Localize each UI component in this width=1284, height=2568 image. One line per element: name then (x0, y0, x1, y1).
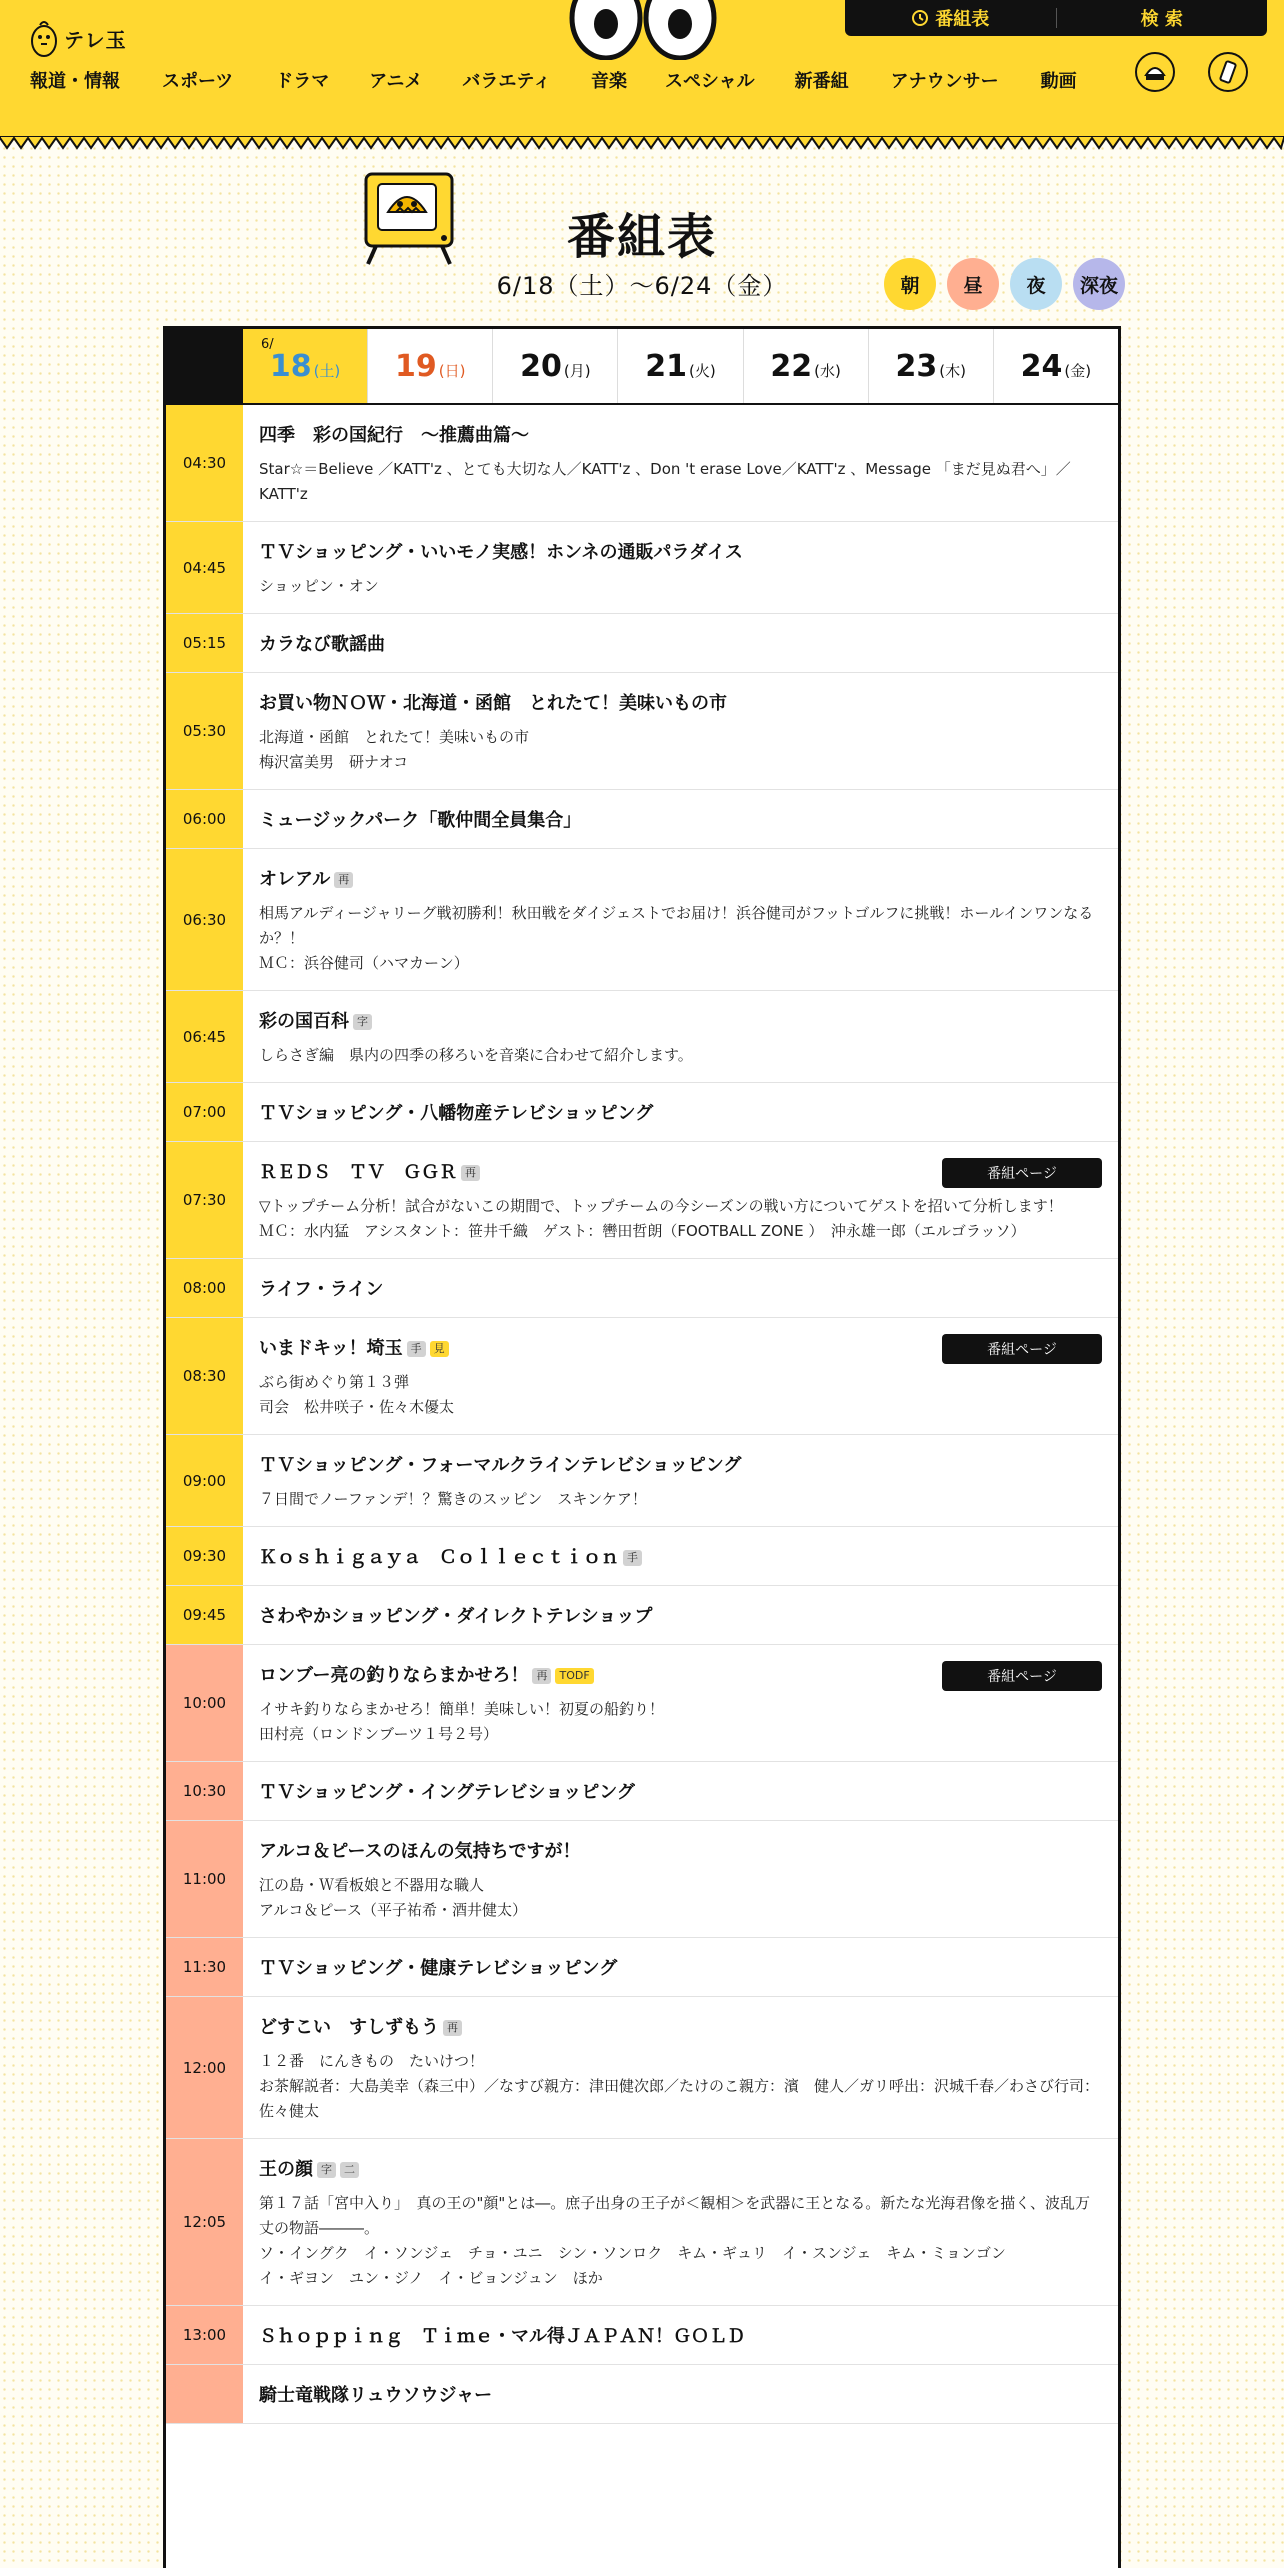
program-cell[interactable] (243, 849, 1118, 990)
program-title-line (259, 1839, 1102, 1865)
program-title: ＲＥＤＳ ＴＶ ＧＧＲ (259, 1162, 457, 1183)
program-title: ロンブー亮の釣りならまかせろ！ (259, 1665, 529, 1686)
program-cell[interactable] (243, 2139, 1118, 2305)
program-time: 11:00 (166, 1821, 243, 1937)
date-selector-row (166, 329, 1118, 405)
program-time: 09:00 (166, 1435, 243, 1526)
program-title: お買い物ＮＯＷ・北海道・函館 とれたて！美味いもの市 (259, 693, 727, 714)
program-row (166, 1435, 1118, 1527)
date-day: 22 (770, 348, 813, 384)
program-time: 10:30 (166, 1762, 243, 1820)
program-badge: 再 (334, 872, 353, 888)
program-time: 08:30 (166, 1318, 243, 1434)
program-page-button[interactable]: 番組ページ (942, 1158, 1102, 1188)
tele-tama-shop-icon[interactable] (1135, 52, 1175, 92)
program-title: カラなび歌謡曲 (259, 634, 385, 655)
program-title: ライフ・ライン (259, 1279, 384, 1300)
program-guide-link[interactable] (845, 0, 1056, 36)
program-badge: TODF (555, 1668, 593, 1684)
date-weekday: (金) (1064, 361, 1092, 380)
program-row (166, 405, 1118, 522)
program-title-line (259, 2324, 1102, 2350)
program-row (166, 522, 1118, 614)
program-description: ▽トップチーム分析！試合がないこの期間で、トップチームの今シーズンの戦い方についてゲストを招いて分析します！ ＭＣ：水内猛 アシスタント：笹井千織 ゲスト：轡田哲朗（FOOTBALL ZONE ） 沖永雄一郎（エルゴラッソ） (259, 1197, 1063, 1240)
program-row (166, 1142, 1118, 1259)
date-tab-mon[interactable] (493, 329, 618, 403)
program-row (166, 2306, 1118, 2365)
program-time: 11:30 (166, 1938, 243, 1996)
nav-news[interactable]: 報道・情報 (30, 71, 120, 92)
program-title: ミュージックパーク「歌仲間全員集合」 (259, 810, 582, 831)
date-weekday: (木) (939, 361, 966, 380)
date-day: 23 (895, 348, 938, 384)
time-of-day-tabs (884, 258, 1125, 310)
tele-tama-pass-icon[interactable] (1208, 52, 1248, 92)
nav-announcers[interactable]: アナウンサー (890, 71, 999, 92)
program-time: 12:00 (166, 1997, 243, 2138)
program-title: ＴＶショッピング・いいモノ実感！ホンネの通販パラダイス (259, 542, 743, 563)
program-time: 04:30 (166, 405, 243, 521)
program-row (166, 1083, 1118, 1142)
program-row (166, 614, 1118, 673)
program-cell[interactable] (243, 1527, 1118, 1585)
date-day: 24 (1020, 348, 1063, 384)
page-title: 番組表 (566, 209, 717, 265)
program-title-line (259, 1604, 1102, 1630)
program-row (166, 2365, 1118, 2424)
date-tab-fri[interactable] (994, 329, 1118, 403)
program-title-line (259, 540, 1102, 566)
program-badge: 字 (353, 1014, 372, 1030)
program-cell[interactable] (243, 405, 1118, 521)
program-badge: 再 (532, 1668, 551, 1684)
program-title: どすこい すしずもう (259, 2017, 439, 2038)
program-time: 09:45 (166, 1586, 243, 1644)
program-title: 四季 彩の国紀行 ～推薦曲篇～ (259, 425, 529, 446)
search-label: 検 索 (1140, 9, 1183, 30)
program-row (166, 1762, 1118, 1821)
main-nav (30, 58, 1077, 102)
nav-variety[interactable]: バラエティ (462, 71, 551, 92)
program-description: 第１７話「宮中入り」 真の王の"顔"とは―。庶子出身の王子が＜観相＞を武器に王となる。新たな光海君像を描く、波乱万丈の物語―――。 ソ・イングク イ・ソンジェ チョ・ユニ シン・ソンロク キム・ギュリ イ・スンジェ キム・ミョンゴン イ・ギヨン ユン・ジノ イ・ビョンジュン ほか (259, 2194, 1091, 2287)
date-corner (166, 329, 243, 403)
program-row (166, 1997, 1118, 2139)
program-description: ぶら街めぐり第１３弾 司会 松井咲子・佐々木優太 (259, 1373, 455, 1416)
program-title: ＴＶショッピング・健康テレビショッピング (259, 1958, 618, 1979)
program-row (166, 991, 1118, 1083)
program-cell[interactable] (243, 522, 1118, 613)
program-description: 北海道・函館 とれたて！美味いもの市 梅沢富美男 研ナオコ (259, 728, 530, 771)
program-badge: 二 (340, 2162, 359, 2178)
program-cell[interactable] (243, 1083, 1118, 1141)
tab-morning[interactable]: 朝 (884, 258, 936, 310)
program-cell[interactable] (243, 1645, 1118, 1761)
program-cell[interactable] (243, 2365, 1118, 2423)
program-description: 相馬アルディージャリーグ戦初勝利！秋田戦をダイジェストでお届け！浜谷健司がフットゴルフに挑戦！ホールインワンなるか？！ ＭＣ：浜谷健司（ハマカーン） (259, 904, 1094, 972)
site-logo[interactable] (28, 16, 127, 60)
nav-music[interactable]: 音楽 (590, 71, 627, 92)
program-row (166, 673, 1118, 790)
program-time: 13:00 (166, 2306, 243, 2364)
program-guide-label: 番組表 (935, 9, 990, 30)
program-cell[interactable] (243, 2306, 1118, 2364)
nav-special[interactable]: スペシャル (664, 71, 755, 92)
program-row (166, 790, 1118, 849)
program-list (166, 405, 1118, 2424)
program-time (166, 2365, 243, 2423)
program-title: いまドキッ！埼玉 (259, 1338, 403, 1359)
date-day: 18 (269, 348, 312, 384)
program-title: ＴＶショッピング・八幡物産テレビショッピング (259, 1103, 654, 1124)
date-weekday: (土) (313, 361, 341, 380)
program-row (166, 1527, 1118, 1586)
program-cell[interactable] (243, 1997, 1118, 2138)
program-title: 彩の国百科 (259, 1011, 349, 1032)
program-badge: 再 (443, 2020, 462, 2036)
program-cell[interactable] (243, 1259, 1118, 1317)
program-cell[interactable] (243, 1586, 1118, 1644)
date-weekday: (日) (438, 361, 466, 380)
program-time: 04:45 (166, 522, 243, 613)
program-title-line (259, 1545, 1102, 1571)
date-tab-sat[interactable] (243, 329, 368, 403)
nav-anime[interactable]: アニメ (369, 71, 423, 92)
program-row (166, 2139, 1118, 2306)
program-title-line (259, 691, 1102, 717)
program-time: 06:00 (166, 790, 243, 848)
program-row (166, 1318, 1118, 1435)
date-weekday: (火) (689, 361, 716, 380)
nav-sports[interactable]: スポーツ (162, 71, 234, 92)
program-title: オレアル (259, 869, 331, 890)
program-cell[interactable] (243, 790, 1118, 848)
program-description: Star☆＝Believe ／KATT'z 、とても大切な人／KATT'z 、Don 't erase Love／KATT'z 、Message 「まだ見ぬ君へ」／KATT'z (259, 460, 1071, 503)
program-page-button[interactable]: 番組ページ (942, 1661, 1102, 1691)
program-cell[interactable] (243, 1821, 1118, 1937)
program-schedule-table (163, 326, 1121, 2568)
program-title: アルコ＆ピースのほんの気持ちですが！ (259, 1841, 581, 1862)
program-row (166, 849, 1118, 991)
program-time: 06:45 (166, 991, 243, 1082)
program-title: Ｋｏｓｈｉｇａｙａ Ｃｏｌｌｅｃｔｉｏｎ (259, 1547, 619, 1568)
program-badge: 字 (317, 2162, 336, 2178)
program-time: 05:30 (166, 673, 243, 789)
program-badge: 見 (430, 1341, 449, 1357)
date-day: 19 (394, 348, 437, 384)
program-time: 12:05 (166, 2139, 243, 2305)
date-weekday: (月) (563, 361, 591, 380)
program-title-line (259, 1009, 1102, 1035)
date-day: 21 (645, 348, 687, 384)
program-row (166, 1586, 1118, 1645)
program-title-line (259, 1277, 1102, 1303)
program-title-line (259, 2157, 1102, 2183)
date-tab-tue[interactable] (618, 329, 743, 403)
date-weekday: (水) (814, 361, 841, 380)
program-cell[interactable] (243, 991, 1118, 1082)
program-cell[interactable] (243, 1762, 1118, 1820)
program-badge: 手 (407, 1341, 426, 1357)
program-title-line (259, 423, 1102, 449)
program-cell[interactable] (243, 673, 1118, 789)
program-time: 09:30 (166, 1527, 243, 1585)
date-day: 20 (520, 348, 562, 384)
program-title: ＴＶショッピング・フォーマルクラインテレビショッピング (259, 1455, 742, 1476)
nav-videos[interactable]: 動画 (1040, 71, 1077, 92)
program-description: 江の島・Ｗ看板娘と不器用な職人 アルコ＆ピース（平子祐希・酒井健太） (259, 1876, 528, 1919)
date-month: 6/ (261, 337, 274, 352)
program-description: ７日間でノーファンデ！？驚きのスッピン スキンケア！ (259, 1490, 647, 1508)
clock-icon (911, 9, 929, 27)
program-title-line (259, 632, 1102, 658)
program-time: 10:00 (166, 1645, 243, 1761)
program-row (166, 1259, 1118, 1318)
program-title-line (259, 1956, 1102, 1982)
program-time: 07:00 (166, 1083, 243, 1141)
nav-new-programs[interactable]: 新番組 (794, 71, 849, 92)
program-cell[interactable] (243, 1435, 1118, 1526)
program-title: 王の顔 (259, 2159, 313, 2180)
program-badge: 手 (623, 1550, 642, 1566)
header-zigzag-edge (0, 136, 1284, 150)
tab-late-night[interactable]: 深夜 (1073, 258, 1125, 310)
date-range: 6/18（土）〜6/24（金） (496, 272, 788, 300)
program-description: ショッピン・オン (259, 577, 379, 595)
program-time: 07:30 (166, 1142, 243, 1258)
date-tab-wed[interactable] (744, 329, 869, 403)
tv-mascot-icon (352, 168, 464, 268)
program-title: 騎士竜戦隊リュウソウジャー (259, 2385, 493, 2406)
program-time: 05:15 (166, 614, 243, 672)
top-utility-bar (845, 0, 1267, 36)
program-title: さわやかショッピング・ダイレクトテレショップ (259, 1606, 653, 1627)
program-time: 08:00 (166, 1259, 243, 1317)
program-title-line (259, 867, 1102, 893)
program-time: 06:30 (166, 849, 243, 990)
mascot-eyes-icon (568, 0, 718, 60)
program-title-line (259, 2015, 1102, 2041)
program-title: ＴＶショッピング・イングテレビショッピング (259, 1782, 635, 1803)
program-title-line (259, 1780, 1102, 1806)
nav-drama[interactable]: ドラマ (275, 71, 330, 92)
date-tab-thu[interactable] (869, 329, 994, 403)
date-tab-sun[interactable] (368, 329, 493, 403)
program-page-button[interactable]: 番組ページ (942, 1334, 1102, 1364)
program-badge: 再 (461, 1165, 480, 1181)
program-row (166, 1821, 1118, 1938)
chick-mascot-icon (28, 17, 60, 59)
tab-evening[interactable]: 夜 (1010, 258, 1062, 310)
program-row (166, 1938, 1118, 1997)
program-cell[interactable] (243, 1142, 1118, 1258)
program-title-line (259, 1101, 1102, 1127)
program-cell[interactable] (243, 1938, 1118, 1996)
tab-daytime[interactable]: 昼 (947, 258, 999, 310)
program-cell[interactable] (243, 614, 1118, 672)
site-header (0, 0, 1284, 138)
program-title-line (259, 2383, 1102, 2409)
program-title-line (259, 1453, 1102, 1479)
program-description: しらさぎ編 県内の四季の移ろいを音楽に合わせて紹介します。 (259, 1046, 693, 1064)
search-link[interactable] (1057, 0, 1268, 36)
program-title: Ｓｈｏｐｐｉｎｇ Ｔｉｍｅ・マル得ＪＡＰＡＮ！ＧＯＬＤ (259, 2326, 745, 2347)
program-title-line (259, 808, 1102, 834)
program-description: イサキ釣りならまかせろ！簡単！美味しい！初夏の船釣り！ 田村亮（ロンドンブーツ１号２号） (259, 1700, 665, 1743)
program-description: １２番 にんきもの たいけつ！ お茶解説者：大島美幸（森三中）／なすび親方：津田健次郎／たけのこ親方：濱 健人／ガリ呼出：沢城千春／わさび行司：佐々健太 (259, 2052, 1100, 2120)
program-cell[interactable] (243, 1318, 1118, 1434)
program-row (166, 1645, 1118, 1762)
logo-text: テレ玉 (64, 27, 127, 52)
